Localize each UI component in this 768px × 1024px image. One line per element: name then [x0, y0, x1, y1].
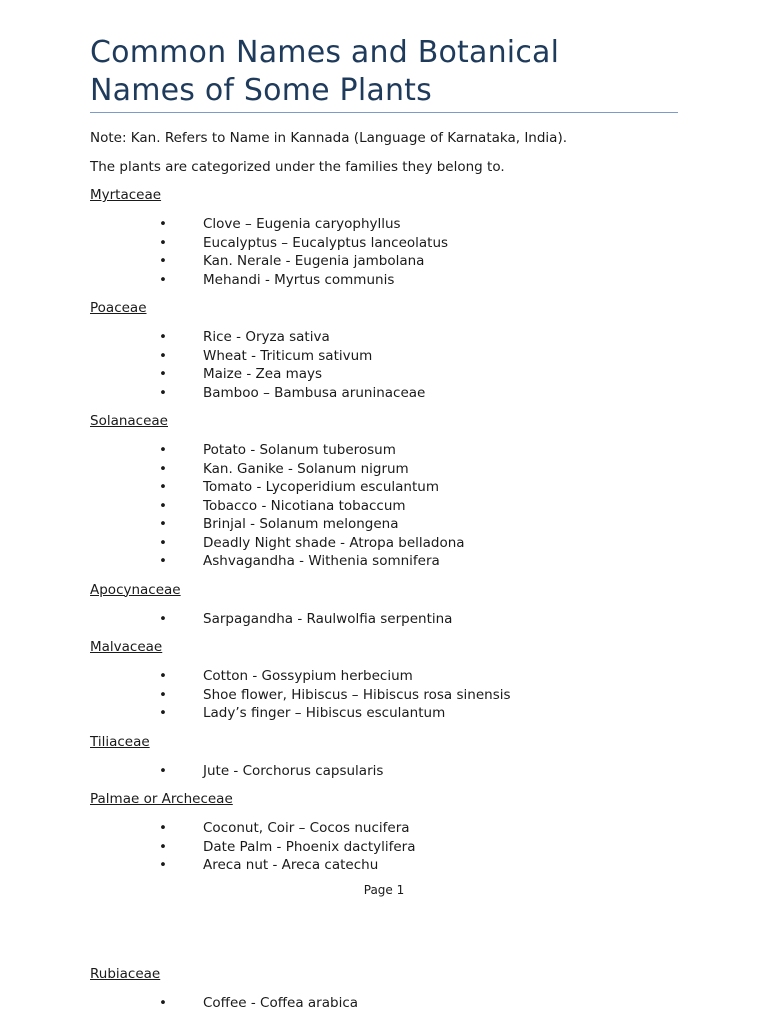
- bullet-icon: •: [159, 705, 167, 721]
- title-line-2: Names of Some Plants: [90, 73, 432, 108]
- family-heading: Tiliaceae: [90, 733, 150, 750]
- bullet-icon: •: [159, 610, 167, 627]
- bullet-icon: •: [159, 271, 167, 288]
- plant-list-item: [90, 478, 678, 497]
- plant-list-item: [90, 994, 678, 1013]
- plant-name: Kan. Ganike - Solanum nigrum: [203, 460, 409, 477]
- family-section: [90, 965, 678, 1013]
- plant-name: Coconut, Coir – Cocos nucifera: [203, 820, 410, 836]
- bullet-icon: •: [159, 366, 167, 382]
- plant-name: Brinjal - Solanum melongena: [203, 516, 399, 532]
- plant-name: Maize - Zea mays: [203, 366, 323, 382]
- plant-list-item: [90, 610, 678, 629]
- plant-name: Tomato - Lycoperidium esculantum: [203, 479, 439, 495]
- family-heading: Rubiaceae: [90, 966, 161, 982]
- plant-name: Rice - Oryza sativa: [203, 329, 330, 345]
- plant-name: Sarpagandha - Raulwolfia serpentina: [203, 610, 453, 627]
- plant-name: Potato - Solanum tuberosum: [203, 442, 396, 458]
- plant-list-item: [90, 704, 678, 723]
- intro-paragraph: The plants are categorized under the families they belong to.: [90, 159, 505, 175]
- bullet-icon: •: [159, 820, 167, 836]
- plant-name: Cotton - Gossypium herbecium: [203, 668, 413, 684]
- plant-list-item: [90, 252, 678, 271]
- plant-list: [90, 215, 678, 289]
- family-sections: [90, 186, 678, 875]
- plant-list-item: [90, 686, 678, 705]
- plant-list: [90, 762, 678, 781]
- family-section: [90, 186, 678, 289]
- bullet-icon: •: [159, 234, 167, 251]
- plant-list-item: [90, 460, 678, 479]
- bullet-icon: •: [159, 216, 167, 232]
- plant-list-item: [90, 271, 678, 290]
- plant-name: Clove – Eugenia caryophyllus: [203, 216, 401, 232]
- page-footer: Page 1: [363, 883, 405, 897]
- bullet-icon: •: [159, 497, 167, 514]
- bullet-icon: •: [159, 534, 167, 551]
- family-heading: Palmae or Archeceae: [90, 791, 233, 807]
- plant-list-item: [90, 856, 678, 875]
- bullet-icon: •: [159, 479, 167, 495]
- plant-list: [90, 610, 678, 629]
- family-heading: Myrtaceae: [90, 187, 162, 203]
- family-section: [90, 733, 678, 781]
- plant-name: Coffee - Coffea arabica: [203, 995, 359, 1011]
- bullet-icon: •: [159, 857, 167, 873]
- plant-name: Lady’s finger – Hibiscus esculantum: [203, 705, 446, 721]
- plant-list-item: [90, 552, 678, 571]
- bullet-icon: •: [159, 838, 167, 855]
- bullet-icon: •: [159, 668, 167, 684]
- family-heading: Solanaceae: [90, 413, 168, 429]
- plant-list: [90, 328, 678, 402]
- family-section: [90, 299, 678, 402]
- plant-list: [90, 819, 678, 875]
- family-section: [90, 412, 678, 571]
- plant-name: Date Palm - Phoenix dactylifera: [203, 838, 416, 855]
- family-section: [90, 790, 678, 875]
- note-paragraph: Note: Kan. Refers to Name in Kannada (Language of Karnataka, India).: [90, 130, 568, 146]
- family-sections-page-2: [90, 965, 678, 1013]
- family-heading: Poaceae: [90, 300, 147, 316]
- plant-name: Kan. Nerale - Eugenia jambolana: [203, 253, 425, 269]
- bullet-icon: •: [159, 553, 167, 569]
- bullet-icon: •: [159, 516, 167, 532]
- plant-list-item: [90, 762, 678, 781]
- plant-name: Mehandi - Myrtus communis: [203, 271, 395, 288]
- plant-name: Bamboo – Bambusa aruninaceae: [203, 384, 426, 401]
- plant-name: Areca nut - Areca catechu: [203, 857, 379, 873]
- plant-list: [90, 667, 678, 723]
- plant-list-item: [90, 515, 678, 534]
- plant-list-item: [90, 234, 678, 253]
- plant-list-item: [90, 384, 678, 403]
- plant-list-item: [90, 347, 678, 366]
- plant-name: Eucalyptus – Eucalyptus lanceolatus: [203, 234, 449, 251]
- plant-list-item: [90, 667, 678, 686]
- title-line-1: Common Names and Botanical: [90, 35, 560, 70]
- plant-list: [90, 441, 678, 571]
- plant-name: Jute - Corchorus capsularis: [203, 762, 384, 779]
- plant-list: [90, 994, 678, 1013]
- plant-list-item: [90, 441, 678, 460]
- plant-list-item: [90, 365, 678, 384]
- bullet-icon: •: [159, 686, 167, 703]
- bullet-icon: •: [159, 995, 167, 1011]
- document-page-1: [90, 34, 678, 875]
- family-section: [90, 581, 678, 629]
- family-heading: Apocynaceae: [90, 581, 181, 598]
- bullet-icon: •: [159, 460, 167, 477]
- plant-name: Deadly Night shade - Atropa belladona: [203, 534, 465, 551]
- bullet-icon: •: [159, 329, 167, 345]
- document-page-2: [90, 965, 678, 1013]
- plant-name: Ashvagandha - Withenia somnifera: [203, 553, 440, 569]
- bullet-icon: •: [159, 347, 167, 364]
- family-heading: Malvaceae: [90, 639, 163, 655]
- plant-list-item: [90, 838, 678, 857]
- plant-list-item: [90, 497, 678, 516]
- family-section: [90, 638, 678, 723]
- bullet-icon: •: [159, 762, 167, 779]
- bullet-icon: •: [159, 384, 167, 401]
- plant-list-item: [90, 215, 678, 234]
- document-title: [90, 34, 678, 113]
- bullet-icon: •: [159, 253, 167, 269]
- plant-name: Wheat - Triticum sativum: [203, 347, 373, 364]
- plant-name: Tobacco - Nicotiana tobaccum: [203, 497, 406, 514]
- plant-list-item: [90, 819, 678, 838]
- plant-list-item: [90, 328, 678, 347]
- bullet-icon: •: [159, 442, 167, 458]
- plant-list-item: [90, 534, 678, 553]
- plant-name: Shoe flower, Hibiscus – Hibiscus rosa sinensis: [203, 686, 511, 703]
